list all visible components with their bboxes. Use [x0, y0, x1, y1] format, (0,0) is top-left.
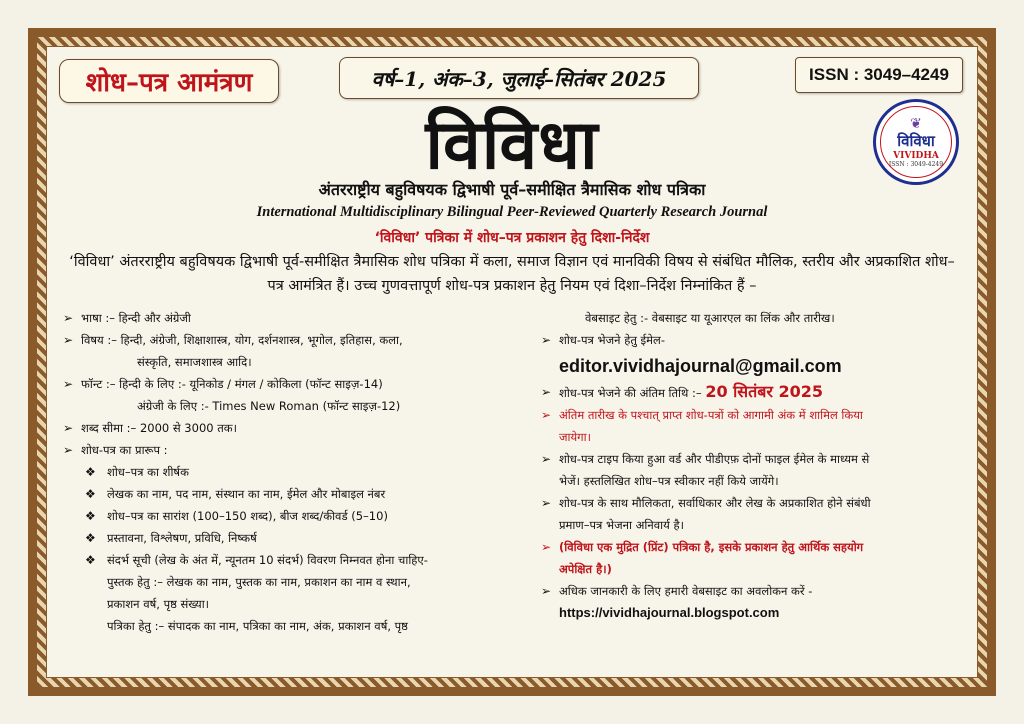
- diamond-bullet-icon: ❖: [85, 487, 96, 501]
- arrow-bullet-icon: ➢: [63, 421, 74, 435]
- intro-paragraph: ‘विविधा’ अंतरराष्ट्रीय बहुविषयक द्विभाषी पूर्व-समीक्षित त्रैमासिक शोध पत्रिका में कला, समाज विज्ञान एवं मानविकी विषय से संबंधित मौलिक, स्तरीय और अप्रकाशित शोध–पत्र आमंत्रित हैं। उच्च गुणवत्तापूर्ण शोध-पत्र प्रकाशन हेतु नियम एवं दिशा–निर्देश निम्नांकित हैं –: [69, 254, 955, 294]
- format-item: [61, 505, 531, 527]
- journal-title: विविधा: [425, 106, 599, 185]
- list-item: [61, 373, 531, 395]
- arrow-bullet-icon: ➢: [541, 496, 552, 510]
- print-note-text-cont: अपेक्षित है।): [559, 562, 612, 576]
- book-ref-text-cont: प्रकाशन वर्ष, पृष्ठ संख्या।: [107, 597, 210, 611]
- late-note-text-cont: जायेगा।: [559, 430, 591, 444]
- arrow-bullet-icon: ➢: [63, 333, 74, 347]
- arrow-bullet-icon: ➢: [541, 333, 552, 347]
- language-text: भाषा :– हिन्दी और अंग्रेजी: [81, 311, 191, 325]
- print-note-text: (विविधा एक मुद्रित (प्रिंट) पत्रिका है, इसके प्रकाशन हेतु आर्थिक सहयोग: [559, 540, 864, 554]
- diamond-bullet-icon: ❖: [85, 531, 96, 545]
- format-item: [61, 527, 531, 549]
- format-item: [61, 483, 531, 505]
- format-item-text: लेखक का नाम, पद नाम, संस्थान का नाम, ईमेल और मोबाइल नंबर: [107, 487, 386, 501]
- diamond-bullet-icon: ❖: [85, 553, 96, 567]
- font-text: फॉन्ट :– हिन्दी के लिए :- यूनिकोड / मंगल / कोकिला (फॉन्ट साइज़-14): [81, 377, 383, 391]
- format-item-text: शोध–पत्र का शीर्षक: [107, 465, 189, 479]
- arrow-bullet-icon: ➢: [63, 443, 74, 457]
- list-item: [539, 492, 978, 514]
- arrow-bullet-icon: ➢: [541, 385, 552, 399]
- issue-text: वर्ष–1, अंक–3, जुलाई–सितंबर 2025: [371, 66, 667, 91]
- list-item: [539, 536, 978, 558]
- list-item: [539, 329, 978, 351]
- website-ref-text: वेबसाइट हेतु :- वेबसाइट या यूआरएल का लिंक और तारीख।: [585, 311, 835, 325]
- font-text-cont: अंग्रेजी के लिए :- Times New Roman (फॉन्ट साइज़-12): [137, 399, 401, 413]
- submission-email[interactable]: editor.vividhajournal@gmail.com: [559, 356, 842, 376]
- diamond-bullet-icon: ❖: [85, 509, 96, 523]
- format-text: शोध-पत्र का प्रारूप :: [81, 443, 168, 457]
- deadline-label: शोध-पत्र भेजने की अंतिम तिथि :–: [559, 386, 702, 400]
- logo-english: VIVIDHA: [893, 150, 939, 161]
- subtitle-hindi: अंतरराष्ट्रीय बहुविषयक द्विभाषी पूर्व–समीक्षित त्रैमासिक शोध पत्रिका: [318, 180, 706, 199]
- format-item-text: संदर्भ सूची (लेख के अंत में, न्यूनतम 10 संदर्भ) विवरण निम्नवत होना चाहिए-: [107, 553, 428, 567]
- arrow-bullet-icon: ➢: [63, 377, 74, 391]
- list-item: [539, 580, 978, 602]
- word-limit-text: शब्द सीमा :– 2000 से 3000 तक।: [81, 421, 237, 435]
- journal-logo: [873, 99, 959, 185]
- list-item: [539, 404, 978, 426]
- format-item: [61, 549, 531, 571]
- tree-icon: ❦: [910, 115, 922, 132]
- right-column: [539, 307, 978, 624]
- certificate-text: शोध-पत्र के साथ मौलिकता, सर्वाधिकार और लेख के अप्रकाशित होने संबंधी: [559, 496, 871, 510]
- email-label: शोध-पत्र भेजने हेतु ईमेल-: [559, 333, 665, 347]
- list-item: [61, 439, 531, 461]
- guidelines-heading: ‘विविधा’ पत्रिका में शोध–पत्र प्रकाशन हेतु दिशा-निर्देश: [374, 230, 650, 246]
- subtitle-english: International Multidisciplinary Bilingual Peer-Reviewed Quarterly Research Journal: [256, 204, 768, 220]
- website-link[interactable]: https://vividhajournal.blogspot.com: [559, 605, 780, 620]
- issn-badge: [795, 57, 963, 93]
- list-item: [539, 448, 978, 470]
- arrow-bullet-icon: ➢: [63, 311, 74, 325]
- poster: [46, 46, 978, 678]
- deadline-date: 20 सितंबर 2025: [705, 382, 824, 401]
- arrow-bullet-icon: ➢: [541, 584, 552, 598]
- arrow-bullet-icon: ➢: [541, 540, 552, 554]
- issn-text: ISSN : 3049–4249: [809, 65, 949, 84]
- journal-ref-text: पत्रिका हेतु :– संपादक का नाम, पत्रिका का नाम, अंक, प्रकाशन वर्ष, पृष्ठ: [107, 619, 408, 633]
- certificate-text-cont: प्रमाण–पत्र भेजना अनिवार्य है।: [559, 518, 684, 532]
- logo-ring: [880, 106, 952, 178]
- arrow-bullet-icon: ➢: [541, 408, 552, 422]
- logo-title: विविधा: [897, 131, 935, 150]
- list-item: [61, 307, 531, 329]
- call-for-papers-text: शोध–पत्र आमंत्रण: [85, 68, 253, 98]
- format-item-text: प्रस्तावना, विश्लेषण, प्रविधि, निष्कर्ष: [107, 531, 257, 545]
- submit-text-cont: भेजें। हस्तलिखित शोध–पत्र स्वीकार नहीं किये जायेंगे।: [559, 474, 779, 488]
- format-item-text: शोध–पत्र का सारांश (100–150 शब्द), बीज शब्द/कीवर्ड (5–10): [107, 509, 388, 523]
- subject-text: विषय :– हिन्दी, अंग्रेजी, शिक्षाशास्त्र, योग, दर्शनशास्त्र, भूगोल, इतिहास, कला,: [81, 333, 403, 347]
- late-note-text: अंतिम तारीख के पश्चात् प्राप्त शोध-पत्रों को आगामी अंक में शामिल किया: [559, 408, 863, 422]
- list-item: [61, 417, 531, 439]
- issue-badge: [339, 57, 699, 99]
- diamond-bullet-icon: ❖: [85, 465, 96, 479]
- list-item: [61, 329, 531, 351]
- logo-issn: ISSN : 3049-4249: [888, 160, 944, 168]
- subject-text-cont: संस्कृति, समाजशास्त्र आदि।: [137, 355, 252, 369]
- submit-text: शोध-पत्र टाइप किया हुआ वर्ड और पीडीएफ़ दोनों फाइल ईमेल के माध्यम से: [559, 452, 870, 466]
- left-column: [61, 307, 531, 637]
- arrow-bullet-icon: ➢: [541, 452, 552, 466]
- decorative-border: [28, 28, 996, 696]
- book-ref-text: पुस्तक हेतु :– लेखक का नाम, पुस्तक का नाम, प्रकाशन का नाम व स्थान,: [107, 575, 411, 589]
- more-info-text: अधिक जानकारी के लिए हमारी वेबसाइट का अवलोकन करें -: [559, 584, 813, 598]
- list-item: [539, 381, 978, 404]
- format-item: [61, 461, 531, 483]
